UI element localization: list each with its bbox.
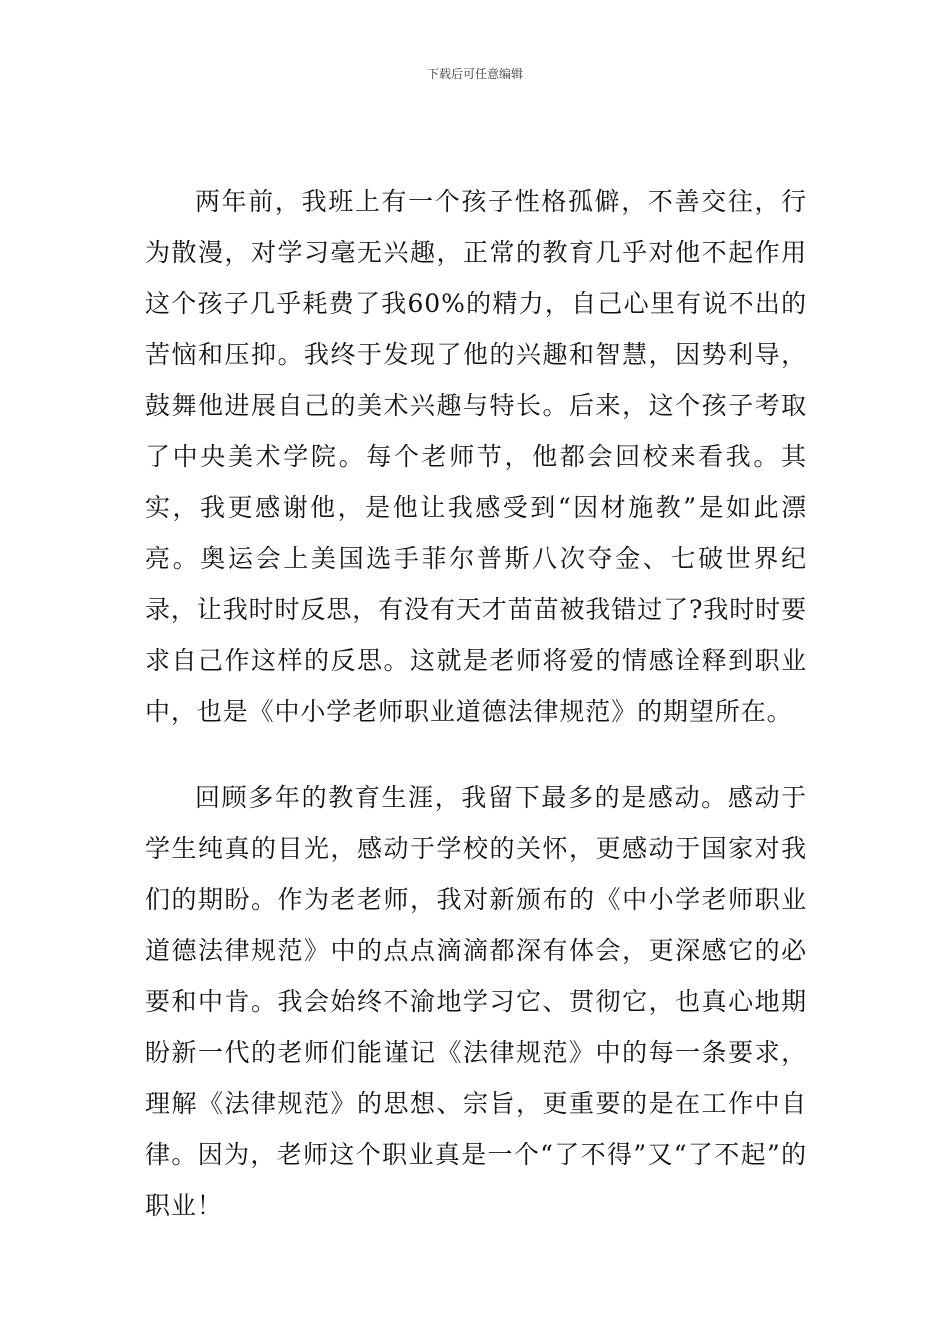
page-header-note: 下载后可任意编辑: [426, 67, 523, 81]
body-paragraph-1: [145, 176, 807, 737]
paragraph-text: 两年前，我班上有一个孩子性格孤僻，不善交往，行为散漫，对学习毫无兴趣，正常的教育几乎对他不起作用这个孩子几乎耗费了我60%的精力，自己心里有说不出的苦恼和压抑。我终于发现了他的兴趣和智慧，因势利导，鼓舞他进展自己的美术兴趣与特长。后来，这个孩子考取了中央美术学院。每个老师节，他都会回校来看我。其实，我更感谢他，是他让我感受到“因材施教”是如此漂亮。奥运会上美国选手菲尔普斯八次夺金、七破世界纪录，让我时时反思，有没有天才苗苗被我错过了?我时时要求自己作这样的反思。这就是老师将爱的情感诠释到职业中，也是《中小学老师职业道德法律规范》的期望所在。: [145, 187, 807, 726]
body-paragraph-2: [145, 772, 807, 1231]
paragraph-text: 回顾多年的教育生涯，我留下最多的是感动。感动于学生纯真的目光，感动于学校的关怀，更感动于国家对我们的期盼。作为老老师，我对新颁布的《中小学老师职业道德法律规范》中的点点滴滴都深有体会，更深感它的必要和中肯。我会始终不渝地学习它、贯彻它，也真心地期盼新一代的老师们能谨记《法律规范》中的每一条要求，理解《法律规范》的思想、宗旨，更重要的是在工作中自律。因为，老师这个职业真是一个“了不得”又“了不起”的职业！: [145, 783, 807, 1220]
